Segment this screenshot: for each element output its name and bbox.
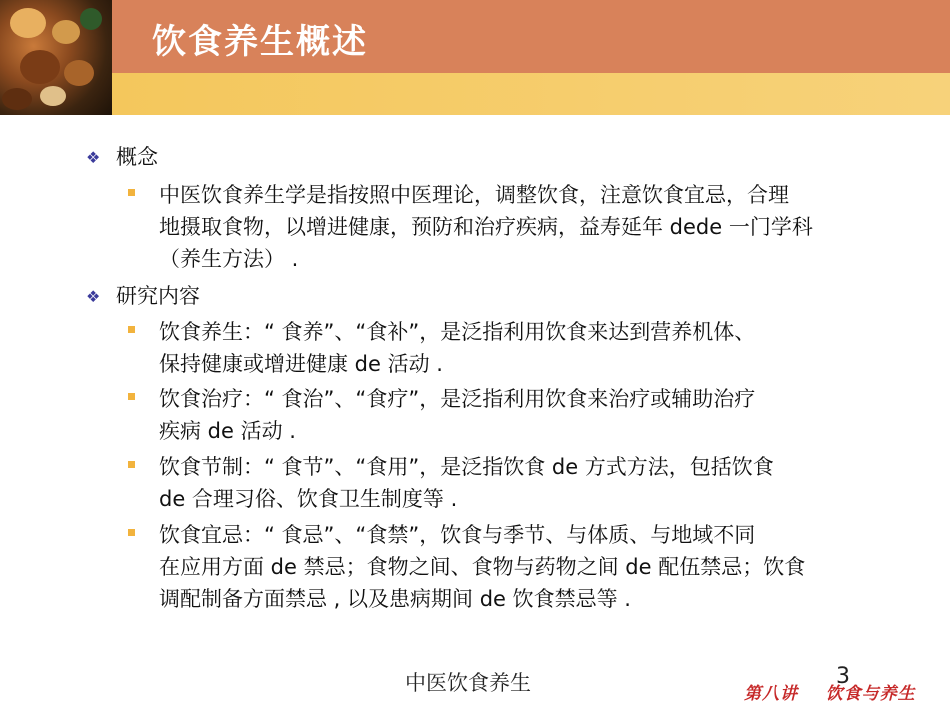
list-item-line: 饮食宜忌：“ 食忌”、“食禁”，饮食与季节、与体质、与地域不同 <box>159 523 756 547</box>
list-item-line: 饮食治疗：“ 食治”、“食疗”，是泛指利用饮食来治疗或辅助治疗 <box>159 387 756 411</box>
square-bullet-icon <box>128 189 135 196</box>
diamond-bullet-icon: ❖ <box>86 287 101 306</box>
section-heading-text: 概念 <box>116 145 158 169</box>
list-item <box>128 519 888 615</box>
diamond-bullet-icon: ❖ <box>86 148 101 167</box>
list-item-line: 中医饮食养生学是指按照中医理论，调整饮食，注意饮食宜忌，合理 <box>159 183 789 207</box>
list-item-line: （养生方法） . <box>159 247 299 271</box>
list-item-line: 保持健康或增进健康 de 活动 . <box>159 352 443 376</box>
section-heading-concept <box>86 142 158 173</box>
list-item-line: 在应用方面 de 禁忌；食物之间、食物与药物之间 de 配伍禁忌；饮食 <box>159 555 806 579</box>
section-heading-text: 研究内容 <box>116 284 200 308</box>
list-item <box>128 316 888 380</box>
square-bullet-icon <box>128 326 135 333</box>
list-item-line: 地摄取食物，以增进健康，预防和治疗疾病，益寿延年 dede 一门学科 <box>159 215 813 239</box>
list-item <box>128 383 888 447</box>
list-item <box>128 451 888 515</box>
list-item-line: 饮食节制：“ 食节”、“食用”，是泛指饮食 de 方式方法，包括饮食 <box>159 455 774 479</box>
square-bullet-icon <box>128 461 135 468</box>
square-bullet-icon <box>128 393 135 400</box>
list-item-line: 调配制备方面禁忌 , 以及患病期间 de 饮食禁忌等 . <box>159 587 631 611</box>
page-number: 3 <box>836 664 850 689</box>
list-item-line: 饮食养生：“ 食养”、“食补”，是泛指利用饮食来达到营养机体、 <box>159 320 756 344</box>
square-bullet-icon <box>128 529 135 536</box>
footer-course-title: 中医饮食养生 <box>405 671 531 695</box>
page-title: 饮食养生概述 <box>152 22 368 62</box>
list-item-line: 疾病 de 活动 . <box>159 419 296 443</box>
list-item <box>128 179 888 275</box>
section-heading-research <box>86 281 200 312</box>
list-item-line: de 合理习俗、饮食卫生制度等 . <box>159 487 458 511</box>
footer-chapter-label: 第八讲 饮食与养生 <box>744 684 916 704</box>
